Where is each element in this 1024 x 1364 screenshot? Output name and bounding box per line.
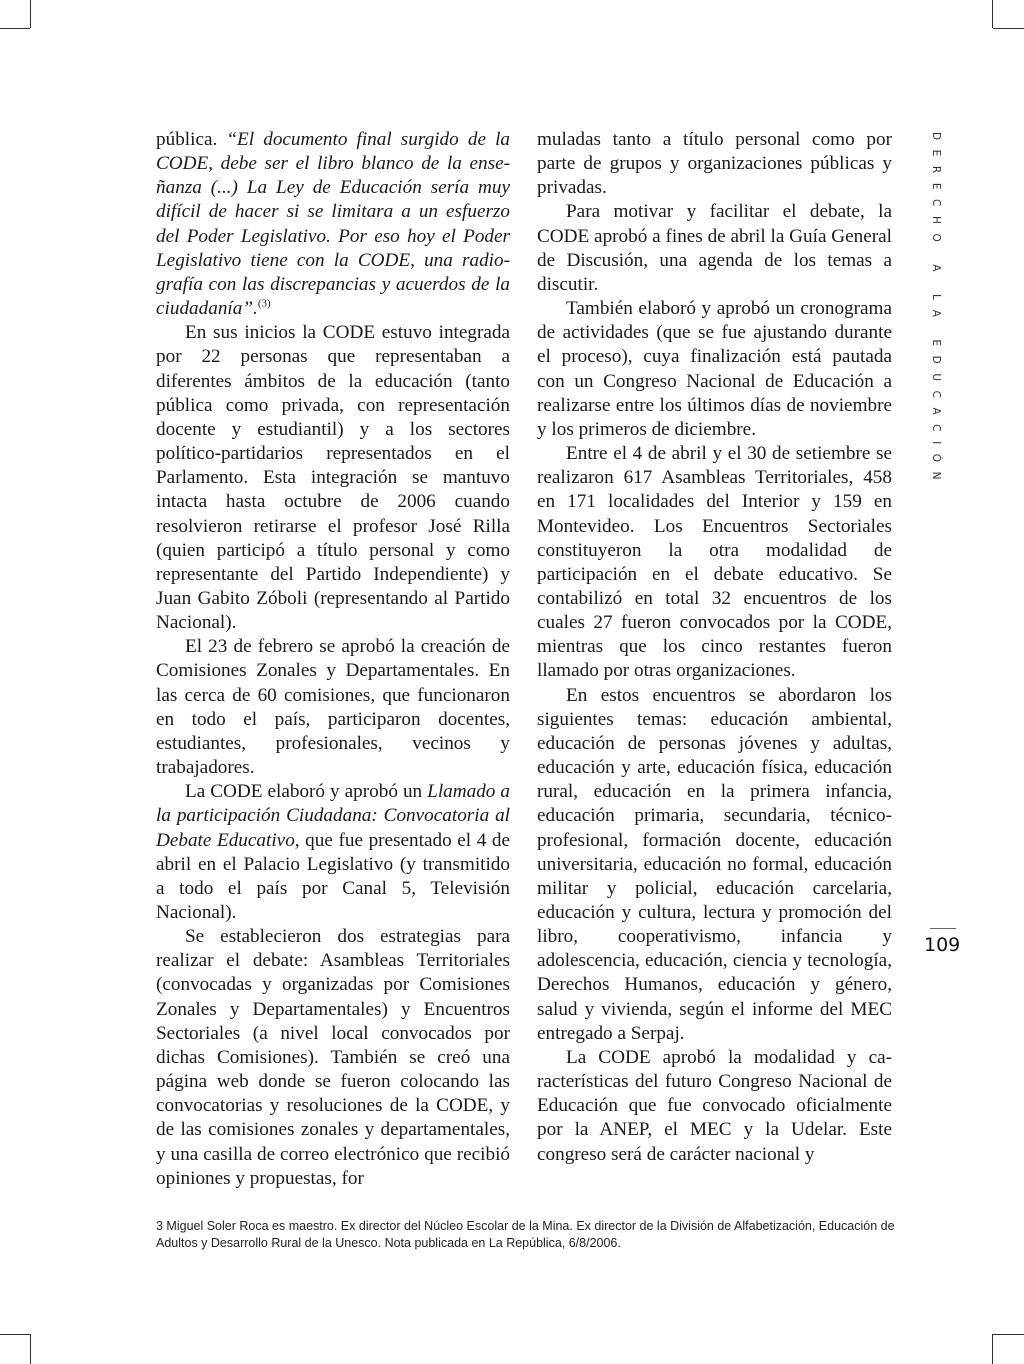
paragraph-8: También elaboró y aprobó un cronograma de actividades (que se fue ajustando durante el proceso), cuya finalización está pautada con un Congreso Nacional de Educación a realizarse entre los últimos días de noviembre y los primeros de diciembre. xyxy=(537,298,892,440)
document-title: Llamado a la participación Ciudadana: Convocatoria al Debate Educativo xyxy=(156,781,510,851)
paragraph-10: En estos encuentros se abordaron los siguientes temas: educación ambiental, educación de personas jóvenes y adultas, educación y arte, educación física, educación rural, educación en la primera infancia, educación primaria, secundaria, técnico-profesional, formación docente, educación universitaria, educación no formal, educación militar y policial, educación carcelaria, educación y cultura, lectura y promoción del libro, cooperativismo, infancia y adolescencia, educación, ciencia y tecnología, Derechos Humanos, educación y género, salud y vivienda, según el informe del MEC entregado a Serpaj. xyxy=(537,684,892,1044)
crop-mark-top-right-v xyxy=(992,0,993,28)
paragraph-4 xyxy=(156,780,510,925)
paragraph-4-end: , que fue presentado el 4 de abril en el Palacio Legislativo (y transmitido a todo el país por Canal 5, Televisión Nacional). xyxy=(156,829,510,923)
crop-mark-bottom-left-v xyxy=(30,1334,31,1364)
right-column xyxy=(537,128,892,1167)
paragraph-1 xyxy=(156,128,510,321)
quote: “El documento final surgido de la CODE, debe ser el libro blanco de la enseñanza (...) La Ley de Educación sería muy difícil de hacer si se limitara a un esfuerzo del Poder Legislativo. Por eso hoy el Poder Legislativo tiene con la CODE, una radiografía con las discrepancias y acuerdos de la ciudadanía”. xyxy=(156,129,510,320)
running-head: DERECHO A LA EDUCACIÓN xyxy=(930,132,942,490)
paragraph-11: La CODE aprobó la modalidad y características del futuro Congreso Nacional de Educación que fue convocado oficialmente por la ANEP, el MEC y la Udelar. Este congreso será de carácter nacional y xyxy=(537,1046,892,1165)
crop-mark-top-right-h xyxy=(993,28,1024,29)
crop-mark-bottom-left-h xyxy=(0,1334,30,1335)
page-number: 109 xyxy=(924,934,961,956)
paragraph-6: muladas tanto a título personal como por parte de grupos y organizaciones públicas y privadas. xyxy=(537,129,892,199)
paragraph-2: En sus inicios la CODE estuvo integrada por 22 personas que representaban a diferentes ámbitos de la educación (tanto pública como privada, con representación docente y estudiantil) y a los sectores político-partidarios representados en el Parlamento. Esta integración se mantuvo intacta hasta octubre de 2006 cuando resolvieron retirarse el profesor José Rilla (quien participó a título personal y como representante del Partido Independiente) y Juan Gabito Zóboli (representando al Partido Nacional). xyxy=(156,322,510,634)
paragraph-9: Entre el 4 de abril y el 30 de setiembre se realizaron 617 Asambleas Territoriales, 458 en 171 localidades del Interior y 159 en Montevideo. Los Encuentros Sectoriales constituyeron la otra modalidad de participación en el debate educativo. Se contabilizó en total 32 encuentros de los cuales 27 fueron convocados por la CODE, mientras que los cinco restantes fueron llamado por otras organizaciones. xyxy=(537,443,892,682)
crop-mark-bottom-right-v xyxy=(992,1334,993,1364)
paragraph-5: Se establecieron dos estrategias para realizar el debate: Asambleas Territoriales (convocadas y organizadas por Comisiones Zonales y Departamentales) y Encuentros Sectoriales (a nivel local convocados por dichas Comisiones). También se creó una página web donde se fueron colocando las convocatorias y resoluciones de la CODE, y de las comisiones zonales y departamentales, y una casilla de correo electrónico que recibió opiniones y propuestas, for xyxy=(156,926,510,1189)
paragraph-7: Para motivar y facilitar el debate, la CODE aprobó a fines de abril la Guía General de Discusión, una agenda de los temas a discutir. xyxy=(537,201,892,295)
footnote-ref: (3) xyxy=(257,297,271,310)
paragraph-3: El 23 de febrero se aprobó la creación de Comisiones Zonales y Departamentales. En las cerca de 60 comisiones, que funcionaron en todo el país, participaron docentes, estudiantes, profesionales, vecinos y trabajadores. xyxy=(156,636,510,779)
paragraph-1-start: pública. xyxy=(156,129,227,150)
crop-mark-bottom-right-h xyxy=(993,1334,1024,1335)
footnote: 3 Miguel Soler Roca es maestro. Ex director del Núcleo Escolar de la Mina. Ex director de la División de Alfabetización, Educación de Adultos y Desarrollo Rural de la Unesco. Nota publicada en La República, 6/8/2006. xyxy=(156,1219,895,1250)
page-number-rule xyxy=(930,928,956,929)
crop-mark-top-left-v xyxy=(30,0,31,28)
paragraph-4-start: La CODE elaboró y aprobó un xyxy=(185,781,428,803)
left-column xyxy=(156,128,510,1191)
crop-mark-top-left-h xyxy=(0,28,30,29)
